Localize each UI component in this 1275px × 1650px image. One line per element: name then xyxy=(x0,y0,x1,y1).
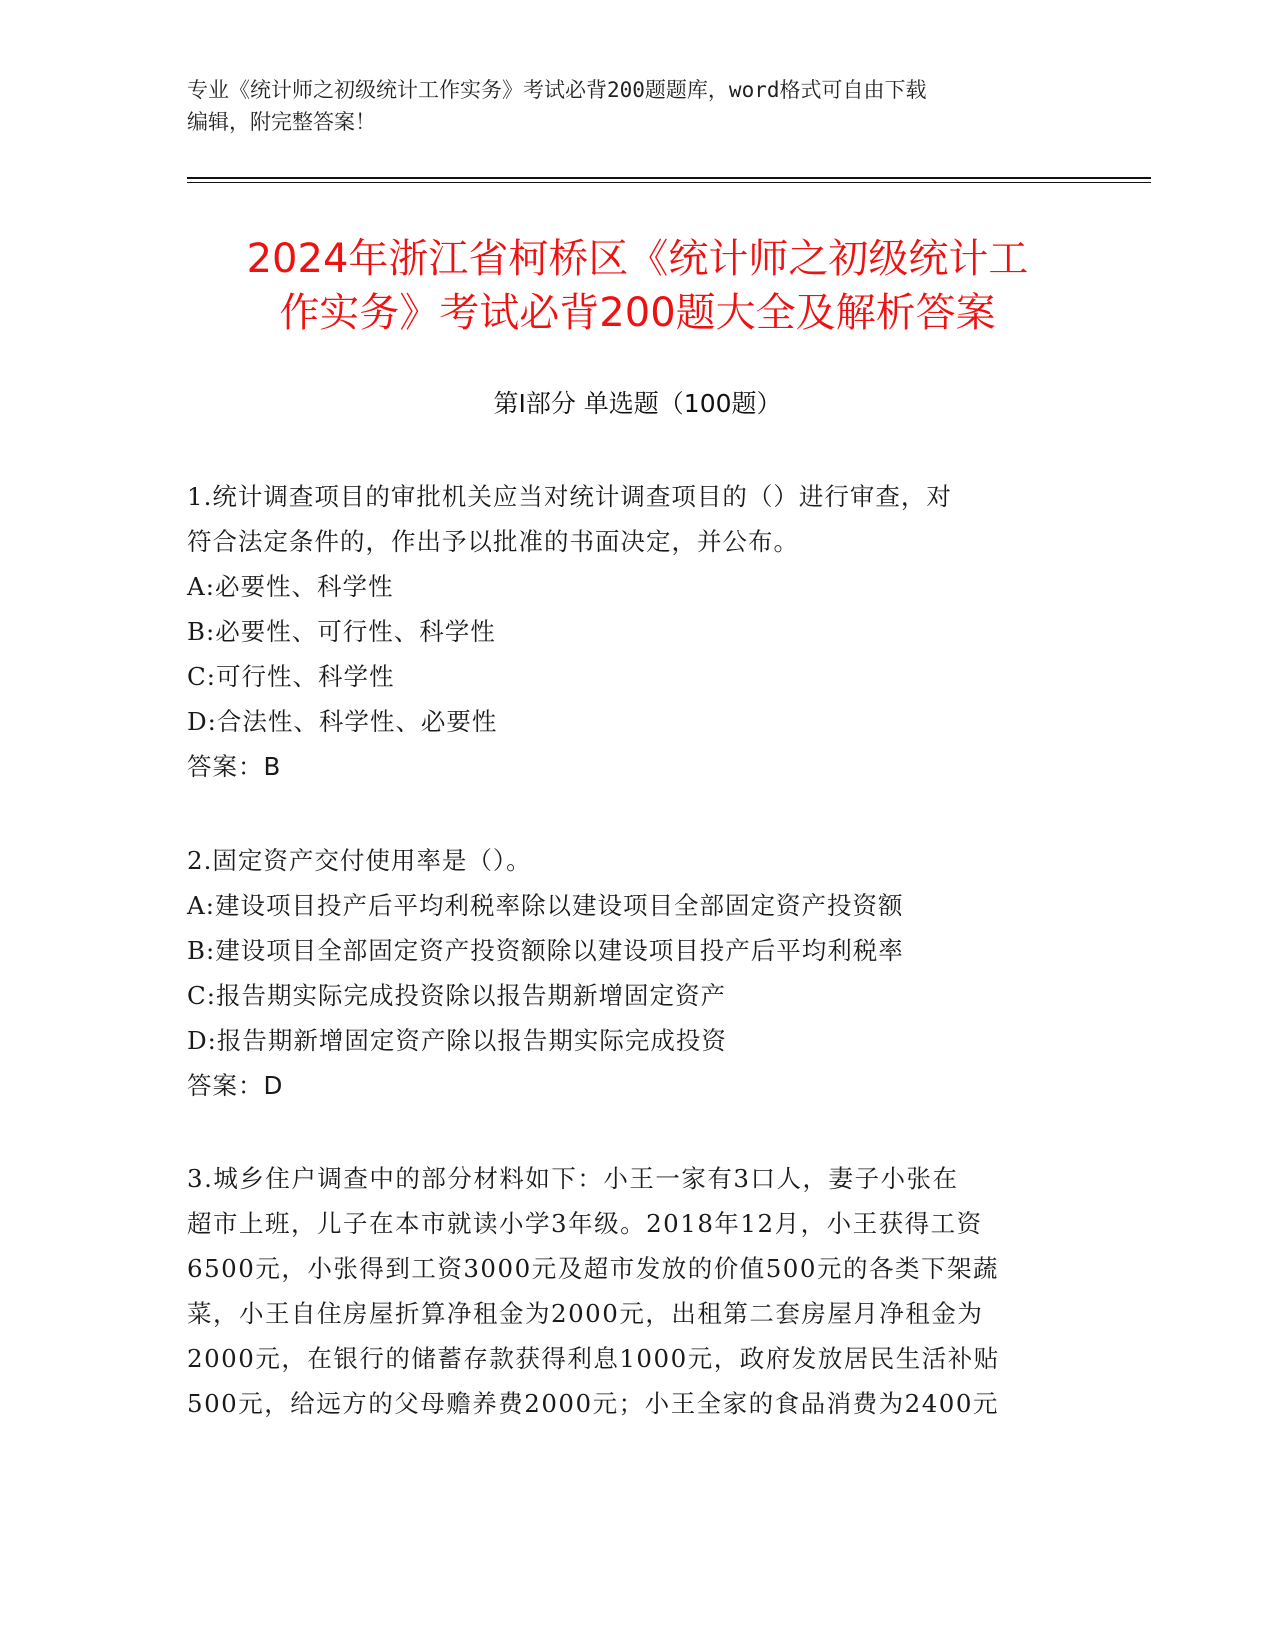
option-a: A:必要性、科学性 xyxy=(187,572,394,601)
question-2 xyxy=(187,838,1087,1108)
question-stem-line: 菜，小王自住房屋折算净租金为2000元，出租第二套房屋月净租金为 xyxy=(187,1299,984,1328)
option-c: C:报告期实际完成投资除以报告期新增固定资产 xyxy=(187,981,726,1010)
header-note-line: 专业《统计师之初级统计工作实务》考试必背200题题库，word格式可自由下载 xyxy=(187,78,927,102)
question-stem-line: 2000元，在银行的储蓄存款获得利息1000元，政府发放居民生活补贴 xyxy=(187,1344,1000,1373)
option-d: D:合法性、科学性、必要性 xyxy=(187,707,498,736)
option-b: B:必要性、可行性、科学性 xyxy=(187,617,496,646)
question-stem-line: 超市上班，儿子在本市就读小学3年级。2018年12月，小王获得工资 xyxy=(187,1209,983,1238)
document-title-line: 2024年浙江省柯桥区《统计师之初级统计工 xyxy=(246,236,1029,282)
option-c: C:可行性、科学性 xyxy=(187,662,395,691)
header-note-line: 编辑，附完整答案！ xyxy=(187,110,376,134)
question-stem-line: 3.城乡住户调查中的部分材料如下：小王一家有3口人，妻子小张在 xyxy=(187,1164,959,1193)
option-b: B:建设项目全部固定资产投资额除以建设项目投产后平均利税率 xyxy=(187,936,904,965)
header-divider-thin xyxy=(187,182,1151,183)
answer: 答案：D xyxy=(187,1071,284,1100)
document-title-line: 作实务》考试必背200题大全及解析答案 xyxy=(279,290,996,336)
answer: 答案：B xyxy=(187,752,282,781)
option-d: D:报告期新增固定资产除以报告期实际完成投资 xyxy=(187,1026,727,1055)
question-stem-line: 6500元，小张得到工资3000元及超市发放的价值500元的各类下架蔬 xyxy=(187,1254,999,1283)
section-heading: 第Ⅰ部分 单选题（100题） xyxy=(493,389,782,418)
option-a: A:建设项目投产后平均利税率除以建设项目全部固定资产投资额 xyxy=(187,891,904,920)
header-divider-thick xyxy=(187,177,1151,179)
document-title xyxy=(140,232,1135,340)
question-stem-line: 符合法定条件的，作出予以批准的书面决定，并公布。 xyxy=(187,527,799,556)
question-stem-line: 1.统计调查项目的审批机关应当对统计调查项目的（）进行审查，对 xyxy=(187,482,952,511)
header-note xyxy=(187,74,1087,138)
question-stem-line: 500元，给远方的父母赡养费2000元；小王全家的食品消费为2400元 xyxy=(187,1389,999,1418)
question-3 xyxy=(187,1156,1087,1426)
question-stem-line: 2.固定资产交付使用率是（）。 xyxy=(187,846,532,875)
question-1 xyxy=(187,474,1087,789)
